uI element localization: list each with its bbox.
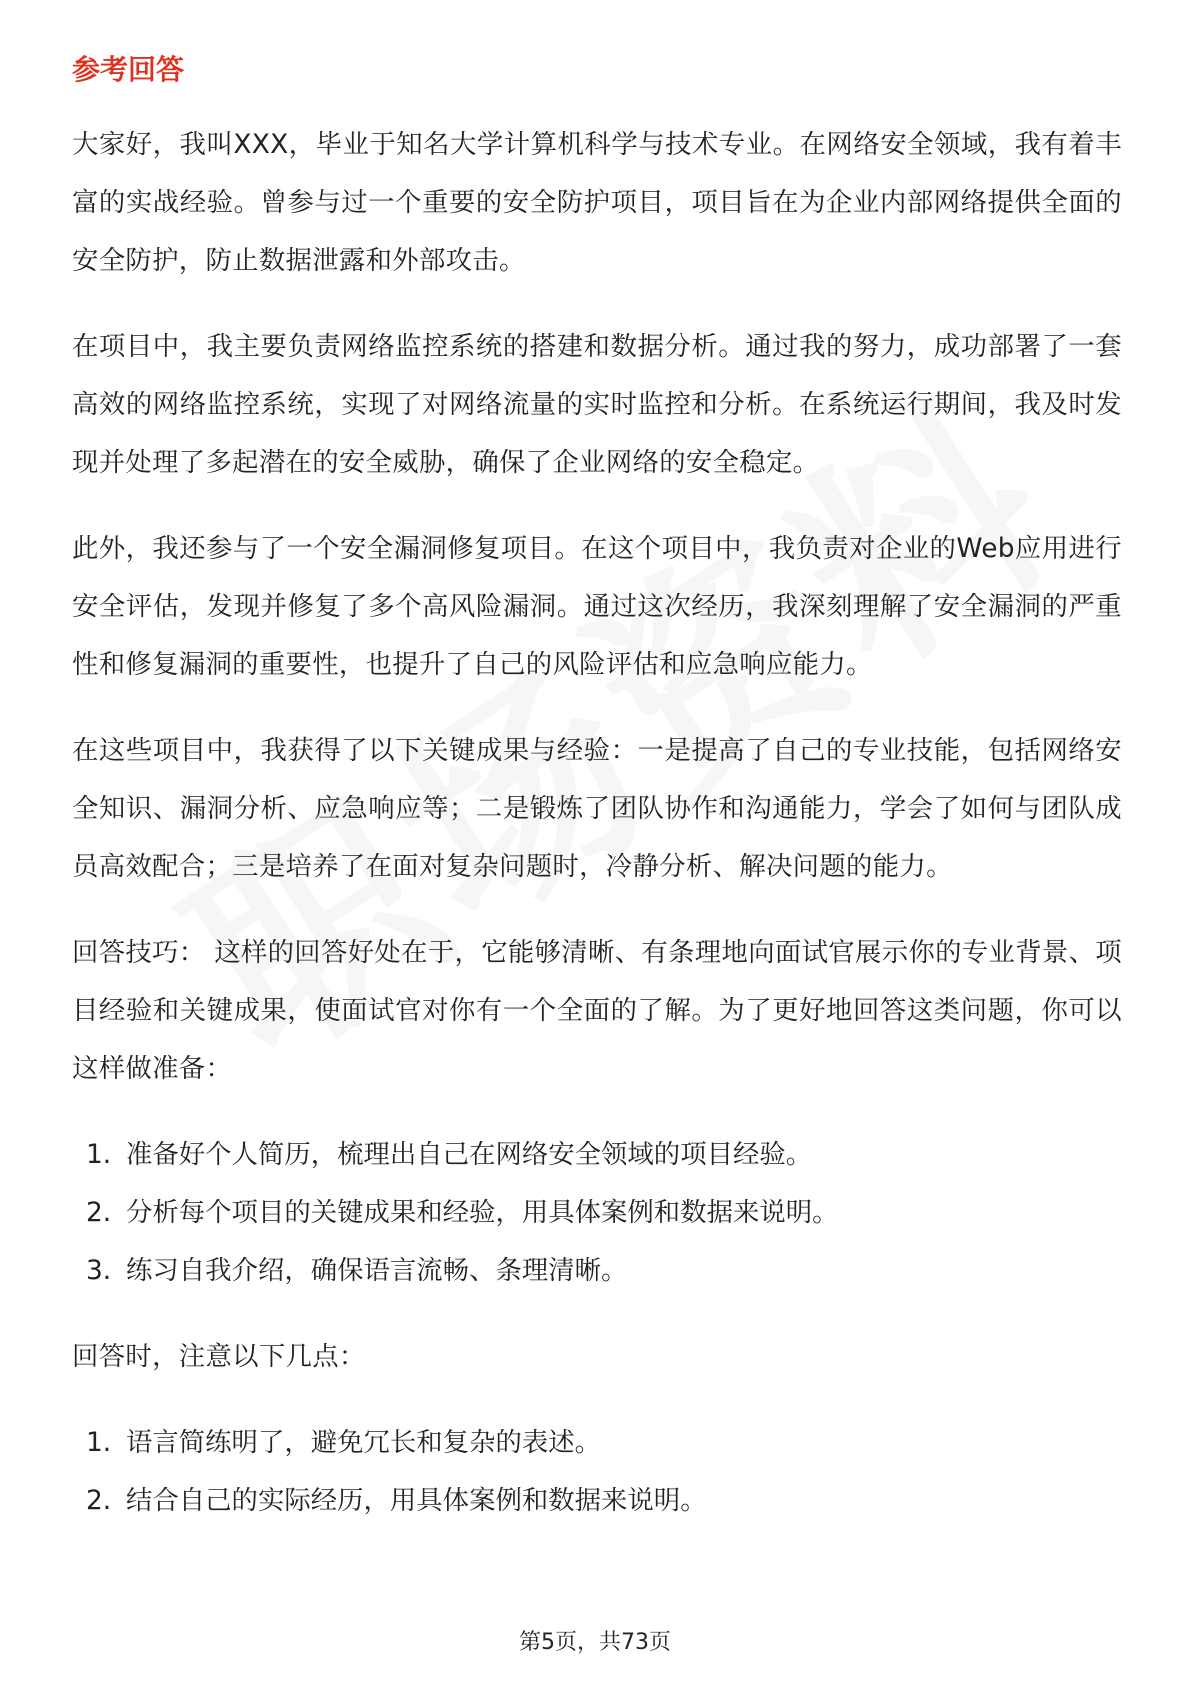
paragraph-project-vuln: 此外，我还参与了一个安全漏洞修复项目。在这个项目中，我负责对企业的Web应用进行安全评估，发现并修复了多个高风险漏洞。通过这次经历，我深刻理解了安全漏洞的严重性和修复漏洞的重要性，也提升了自己的风险评估和应急响应能力。: [72, 533, 1122, 680]
page-number-footer: 第5页，共73页: [519, 1630, 671, 1655]
list-text: 练习自我介绍，确保语言流畅、条理清晰。: [126, 1255, 628, 1286]
paragraph-tips: 回答技巧： 这样的回答好处在于，它能够清晰、有条理地向面试官展示你的专业背景、项目经验和关键成果，使面试官对你有一个全面的了解。为了更好地回答这类问题，你可以这样做准备：: [72, 937, 1122, 1084]
list-text: 分析每个项目的关键成果和经验，用具体案例和数据来说明。: [126, 1197, 839, 1228]
paragraph-outcomes: 在这些项目中，我获得了以下关键成果与经验：一是提高了自己的专业技能，包括网络安全知识、漏洞分析、应急响应等；二是锻炼了团队协作和沟通能力，学会了如何与团队成员高效配合；三是培养了在面对复杂问题时，冷静分析、解决问题的能力。: [72, 735, 1122, 882]
section-heading: 参考回答: [72, 53, 185, 86]
paragraph-intro: 大家好，我叫XXX，毕业于知名大学计算机科学与技术专业。在网络安全领域，我有着丰富的实战经验。曾参与过一个重要的安全防护项目，项目旨在为企业内部网络提供全面的安全防护，防止数据泄露和外部攻击。: [72, 129, 1122, 276]
list-number: 1.: [86, 1427, 112, 1458]
list-item: [72, 1472, 1122, 1530]
list-text: 语言简练明了，避免冗长和复杂的表述。: [126, 1427, 602, 1458]
list-number: 2.: [86, 1485, 112, 1516]
list-item: [72, 1184, 1122, 1242]
paragraph-project-monitoring: 在项目中，我主要负责网络监控系统的搭建和数据分析。通过我的努力，成功部署了一套高效的网络监控系统，实现了对网络流量的实时监控和分析。在系统运行期间，我及时发现并处理了多起潜在的安全威胁，确保了企业网络的安全稳定。: [72, 331, 1122, 478]
list-item: [72, 1414, 1122, 1472]
list-item: [72, 1126, 1122, 1184]
list-text: 结合自己的实际经历，用具体案例和数据来说明。: [126, 1485, 707, 1516]
list-number: 1.: [86, 1139, 112, 1170]
list-item: [72, 1242, 1122, 1300]
notes-list: [72, 1414, 1122, 1530]
content: [72, 50, 1122, 1558]
list-number: 3.: [86, 1255, 112, 1286]
list-text: 准备好个人简历，梳理出自己在网络安全领域的项目经验。: [126, 1139, 813, 1170]
list-number: 2.: [86, 1197, 112, 1228]
prep-list: [72, 1126, 1122, 1300]
paragraph-notes-intro: 回答时，注意以下几点：: [72, 1341, 366, 1372]
